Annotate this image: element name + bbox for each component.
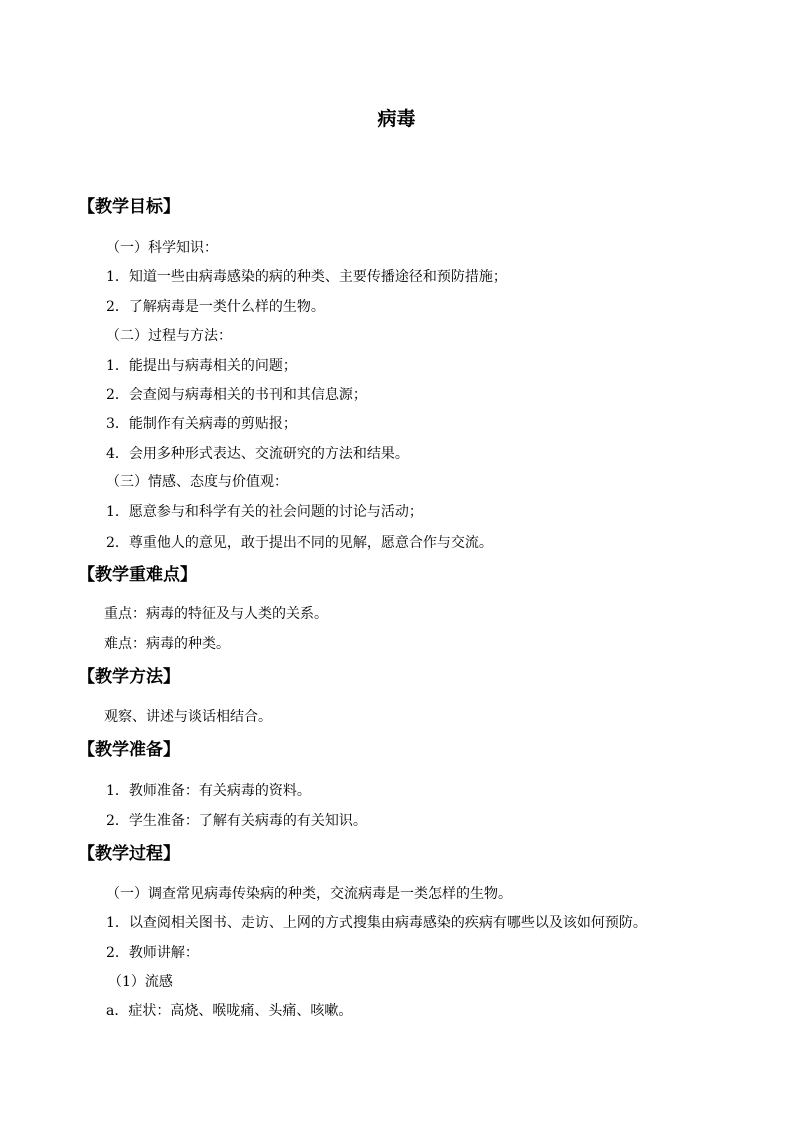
page-title: 病毒 bbox=[377, 108, 416, 130]
section-heading-process: 【教学过程】 bbox=[78, 844, 180, 864]
preparation-item-1: 1．教师准备：有关病毒的资料。 bbox=[106, 783, 311, 799]
goals-sub2-item-3: 3．能制作有关病毒的剪贴报； bbox=[106, 416, 297, 432]
goals-sub3-item-2: 2．尊重他人的意见，敢于提出不同的见解，愿意合作与交流。 bbox=[106, 535, 493, 551]
preparation-item-2: 2．学生准备：了解有关病毒的有关知识。 bbox=[106, 813, 367, 829]
process-line-5: a．症状：高烧、喉咙痛、头痛、咳嗽。 bbox=[106, 1003, 353, 1019]
section-heading-goals: 【教学目标】 bbox=[78, 197, 180, 217]
goals-sub2-item-4: 4．会用多种形式表达、交流研究的方法和结果。 bbox=[106, 446, 409, 462]
goals-sub3-item-1: 1．愿意参与和科学有关的社会问题的讨论与活动； bbox=[106, 504, 423, 520]
goals-sub2: （二）过程与方法： bbox=[106, 328, 232, 344]
process-line-3: 2．教师讲解： bbox=[106, 945, 199, 961]
process-line-1: （一）调查常见病毒传染病的种类，交流病毒是一类怎样的生物。 bbox=[106, 886, 512, 902]
section-heading-key-points: 【教学重难点】 bbox=[78, 565, 197, 585]
key-point: 重点：病毒的特征及与人类的关系。 bbox=[104, 606, 328, 622]
section-heading-methods: 【教学方法】 bbox=[78, 667, 180, 687]
process-line-2: 1．以查阅相关图书、走访、上网的方式搜集由病毒感染的疾病有哪些以及该如何预防。 bbox=[106, 915, 647, 931]
goals-sub2-item-1: 1．能提出与病毒相关的问题； bbox=[106, 358, 297, 374]
difficult-point: 难点：病毒的种类。 bbox=[104, 636, 230, 652]
goals-sub1-item-2: 2．了解病毒是一类什么样的生物。 bbox=[106, 299, 325, 315]
section-heading-preparation: 【教学准备】 bbox=[78, 740, 180, 760]
methods-text: 观察、讲述与谈话相结合。 bbox=[104, 709, 272, 725]
goals-sub3: （三）情感、态度与价值观： bbox=[106, 474, 288, 490]
goals-sub1-item-1: 1．知道一些由病毒感染的病的种类、主要传播途径和预防措施； bbox=[106, 269, 507, 285]
goals-sub1: （一）科学知识： bbox=[106, 240, 218, 256]
process-line-4: （1）流感 bbox=[108, 974, 173, 990]
goals-sub2-item-2: 2．会查阅与病毒相关的书刊和其信息源； bbox=[106, 387, 367, 403]
